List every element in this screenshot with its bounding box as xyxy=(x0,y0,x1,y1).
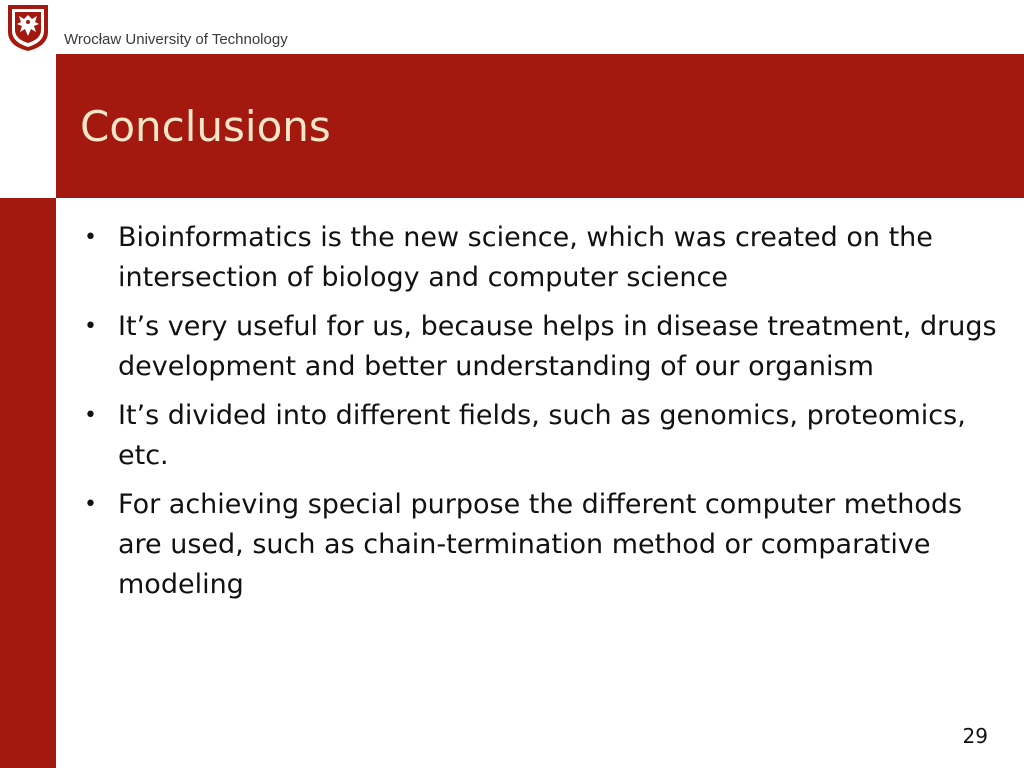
bullet-text: It’s divided into different fields, such as genomics, proteomics, etc. xyxy=(118,400,966,471)
slide-content xyxy=(82,218,1002,614)
university-name: Wrocław University of Technology xyxy=(64,31,288,48)
bullet-text: For achieving special purpose the different computer methods are used, such as chain-termination method or comparative modeling xyxy=(118,489,963,600)
bullet-text: It’s very useful for us, because helps in disease treatment, drugs development and better understanding of our organism xyxy=(118,311,997,382)
bullet-item xyxy=(82,396,1002,476)
header-bar xyxy=(0,0,1024,54)
bullet-marker: • xyxy=(84,492,97,517)
bullet-item xyxy=(82,218,1002,298)
bullet-item xyxy=(82,307,1002,387)
bullet-list xyxy=(82,218,1002,605)
bullet-marker: • xyxy=(84,225,97,250)
slide-title: Conclusions xyxy=(80,102,331,151)
page-number: 29 xyxy=(962,724,988,748)
bullet-marker: • xyxy=(84,403,97,428)
bullet-item xyxy=(82,485,1002,605)
eagle-shield-icon xyxy=(4,2,52,52)
left-accent-strip xyxy=(0,198,56,768)
bullet-marker: • xyxy=(84,314,97,339)
title-band xyxy=(56,54,1024,198)
bullet-text: Bioinformatics is the new science, which was created on the intersection of biology and computer science xyxy=(118,222,933,293)
